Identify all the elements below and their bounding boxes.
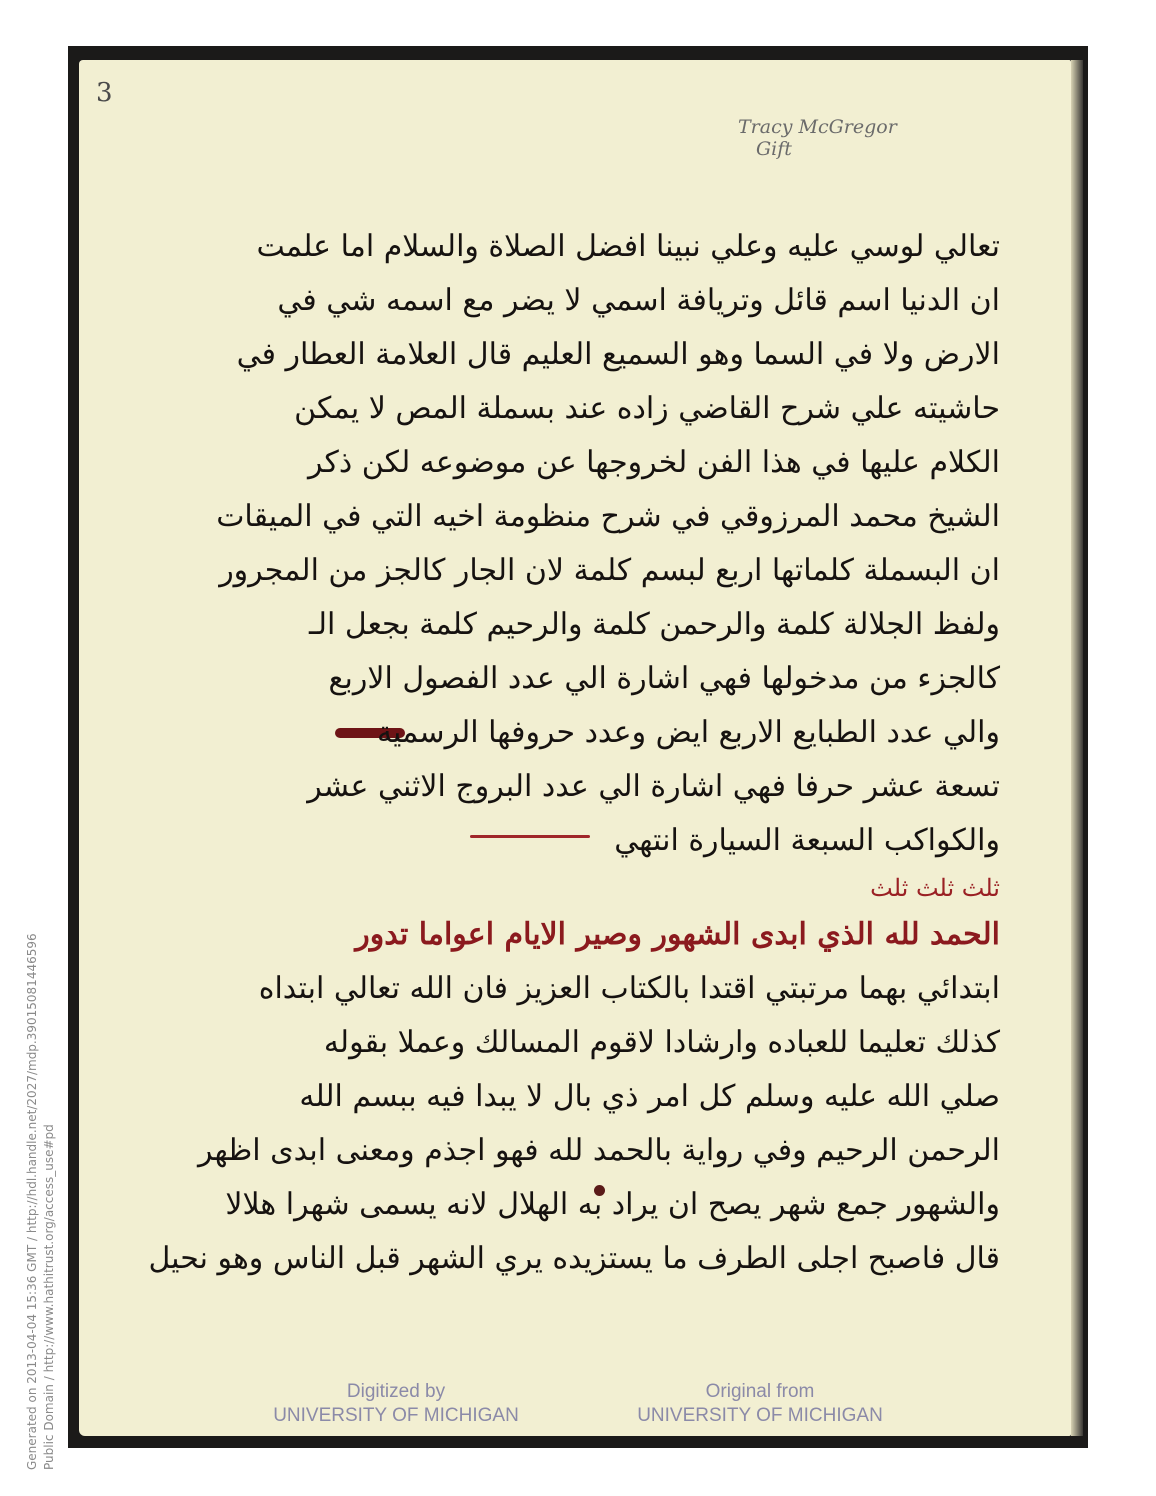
watermark-line: Original from [705, 1381, 815, 1402]
manuscript-line: تعالي لوسي عليه وعلي نبينا افضل الصلاة والسلام اما علمت [256, 229, 1000, 264]
page-edge [1071, 60, 1083, 1436]
generation-side-note [24, 933, 58, 1470]
side-note-line: Generated on 2013-04-04 15:36 GMT / http://hdl.handle.net/2027/mdp.39015081446596 [25, 933, 39, 1470]
manuscript-line: والي عدد الطبايع الاربع ايض وعدد حروفها الرسمية [376, 715, 1000, 750]
page-number: 3 [96, 78, 113, 108]
manuscript-line: ان البسملة كلماتها اربع لبسم كلمة لان الجار كالجز من المجرور [219, 553, 1000, 588]
commentary-line: الرحمن الرحيم وفي رواية بالحمد لله فهو اجذم ومعنى ابدى اظهر [198, 1133, 1000, 1168]
red-decoration: ثلث ثلث ثلث [870, 874, 1000, 902]
digitized-by-watermark [268, 1380, 524, 1428]
manuscript-line: ان الدنيا اسم قائل وتريافة اسمي لا يضر مع اسمه شي في [277, 283, 1000, 318]
commentary-line: قال فاصبح اجلى الطرف ما يستزيده يري الشهر قبل الناس وهو نحيل [148, 1241, 1000, 1276]
manuscript-line: الكلام عليها في هذا الفن لخروجها عن موضوعه لكن ذكر [308, 445, 1000, 480]
original-from-watermark [632, 1380, 888, 1428]
manuscript-line: تسعة عشر حرفا فهي اشارة الي عدد البروج الاثني عشر [307, 769, 1000, 804]
commentary-line: كذلك تعليما للعباده وارشادا لاقوم المسالك وعملا بقوله [323, 1025, 1000, 1060]
manuscript-line: كالجزء من مدخولها فهي اشارة الي عدد الفصول الاربع [328, 661, 1000, 696]
watermark-line: UNIVERSITY OF MICHIGAN [273, 1405, 519, 1426]
manuscript-text [148, 220, 1000, 1286]
red-heading: الحمد لله الذي ابدى الشهور وصير الايام اعواما تدور [355, 917, 1000, 952]
manuscript-line: حاشيته علي شرح القاضي زاده عند بسملة المص لا يمكن [294, 391, 1000, 426]
commentary-line: صلي الله عليه وسلم كل امر ذي بال لا يبدا فيه ببسم الله [299, 1079, 1000, 1114]
manuscript-line: الشيخ محمد المرزوقي في شرح منظومة اخيه التي في الميقات [216, 499, 1000, 534]
side-note-line: Public Domain / http://www.hathitrust.org/access_use#pd [42, 1124, 56, 1470]
watermark-line: UNIVERSITY OF MICHIGAN [637, 1405, 883, 1426]
gift-note [738, 116, 1008, 160]
watermark-line: Digitized by [346, 1381, 446, 1402]
commentary-line: ابتدائي بهما مرتبتي اقتدا بالكتاب العزيز فان الله تعالي ابتداه [258, 971, 1000, 1006]
gift-note-line: Gift [756, 138, 792, 160]
manuscript-line: والكواكب السبعة السيارة انتهي [614, 823, 1000, 858]
gift-note-line: Tracy McGregor [738, 116, 897, 138]
commentary-line: والشهور جمع شهر يصح ان يراد به الهلال لانه يسمى شهرا هلالا [225, 1187, 1000, 1222]
manuscript-line: الارض ولا في السما وهو السميع العليم قال العلامة العطار في [236, 337, 1000, 372]
manuscript-line: ولفظ الجلالة كلمة والرحمن كلمة والرحيم كلمة بجعل الـ [309, 607, 1000, 642]
